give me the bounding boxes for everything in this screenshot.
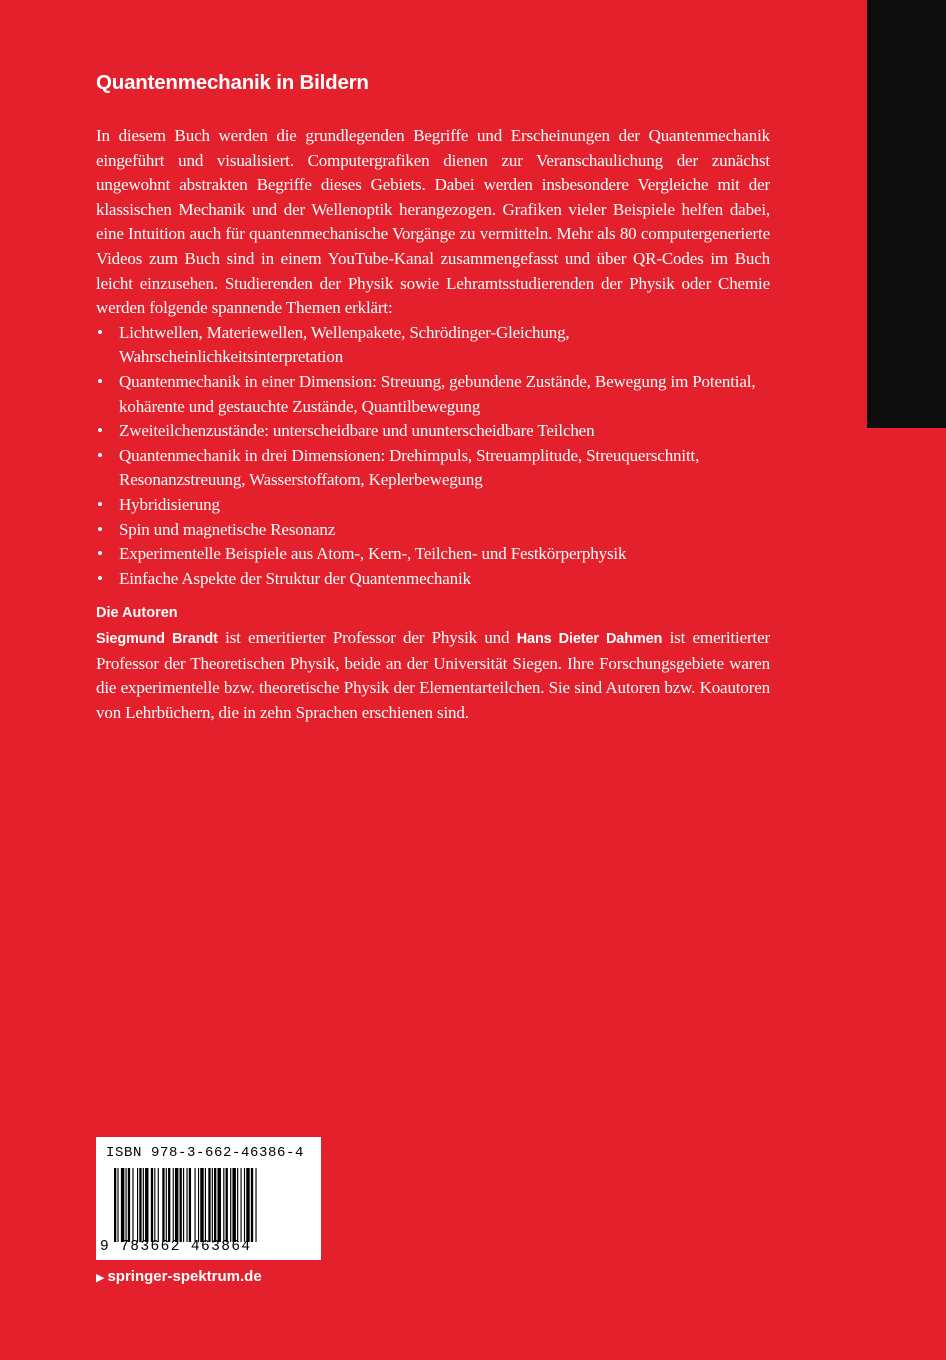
list-item: • Quantenmechanik in drei Dimensionen: Drehimpuls, Streuamplitude, Streuquerschnitt, Resonanzstreuung, Wasserstoffatom, Keplerbewegung bbox=[96, 444, 770, 493]
barcode-bar bbox=[151, 1168, 153, 1242]
list-item: • Zweiteilchenzustände: unterscheidbare und ununterscheidbare Teilchen bbox=[96, 419, 770, 444]
authors-paragraph bbox=[96, 626, 770, 725]
author-text-1: ist emeritierter Professor der Physik und bbox=[217, 628, 517, 648]
barcode-bar bbox=[218, 1168, 221, 1242]
barcode-bar bbox=[162, 1168, 164, 1242]
barcode-bar bbox=[168, 1168, 170, 1242]
topics-list bbox=[96, 321, 770, 592]
barcode-bar bbox=[214, 1168, 216, 1242]
isbn-barcode bbox=[96, 1137, 321, 1260]
barcode-bar bbox=[117, 1168, 118, 1242]
arrow-icon: ▶ bbox=[96, 1272, 105, 1284]
barcode-bar bbox=[232, 1168, 235, 1242]
back-cover-text bbox=[96, 70, 770, 726]
barcode-bar bbox=[121, 1168, 124, 1242]
barcode-bar bbox=[205, 1168, 206, 1242]
barcode-bar bbox=[246, 1168, 249, 1242]
barcode-bar bbox=[175, 1168, 178, 1242]
barcode-bar bbox=[208, 1168, 210, 1242]
authors-heading: Die Autoren bbox=[96, 605, 178, 622]
barcode-bar bbox=[255, 1168, 256, 1242]
barcode-bar bbox=[226, 1168, 228, 1242]
list-item: • Einfache Aspekte der Struktur der Quantenmechanik bbox=[96, 567, 770, 592]
barcode-bar bbox=[132, 1168, 133, 1242]
barcode-bar bbox=[189, 1168, 191, 1242]
barcode-bar bbox=[173, 1168, 174, 1242]
barcode-bar bbox=[158, 1168, 159, 1242]
barcode-bar bbox=[180, 1168, 182, 1242]
list-item: • Hybridisierung bbox=[96, 493, 770, 518]
list-item: • Spin und magnetische Resonanz bbox=[96, 518, 770, 543]
barcode-bar bbox=[126, 1168, 127, 1242]
barcode-bar bbox=[154, 1168, 155, 1242]
barcode-bar bbox=[137, 1168, 138, 1242]
barcode-bar bbox=[241, 1168, 242, 1242]
barcode-bar bbox=[230, 1168, 231, 1242]
intro-paragraph: In diesem Buch werden die grundlegenden Begriffe und Erscheinungen der Quantenmechanik eingeführt und visualisiert. Computergrafiken dienen zur Veranschaulichung der zunächst ungewohnt abstrakten Begriffe dieses Gebiets. Dabei werden insbesondere Vergleiche mit der klassischen Mechanik und der Wellenoptik herangezogen. Grafiken vieler Beispiele helfen dabei, eine Intuition auch für quantenmechanische Vorgänge zu vermitteln. Mehr als 80 computergenerierte Videos zum Buch sind in einem YouTube-Kanal zusammengefasst und über QR-Codes im Buch leicht einzusehen. Studierenden der Physik sowie Lehramtsstudierenden der Physik oder Chemie werden folgende spannende Themen erklärt: bbox=[96, 126, 770, 318]
barcode-bars bbox=[114, 1168, 312, 1242]
barcode-bar bbox=[244, 1168, 245, 1242]
barcode-bar bbox=[183, 1168, 184, 1242]
list-item: • Experimentelle Beispiele aus Atom-, Kern-, Teilchen- und Festkörperphysik bbox=[96, 542, 770, 567]
barcode-bar bbox=[198, 1168, 199, 1242]
book-title: Quantenmechanik in Bildern bbox=[96, 71, 369, 94]
author-text-2: ist emeritierter Professor der Theoretischen Physik, beide an der Universität Siegen. Ihre Forschungsgebiete waren die experimentelle bzw. theoretische Physik der Elementarteilchen. Sie sind Autoren bzw. Koautoren von Lehrbüchern, die in zehn Sprachen erschienen sind. bbox=[96, 628, 770, 723]
author-name-brandt: Siegmund Brandt bbox=[96, 631, 218, 648]
barcode-bar bbox=[114, 1168, 116, 1242]
barcode-bar bbox=[128, 1168, 130, 1242]
publisher-link[interactable] bbox=[96, 1268, 262, 1285]
barcode-bar bbox=[166, 1168, 167, 1242]
barcode-bar bbox=[251, 1168, 253, 1242]
list-item: • Quantenmechanik in einer Dimension: Streuung, gebundene Zustände, Bewegung im Potential, kohärente und gestauchte Zustände, Quantilbewegung bbox=[96, 370, 770, 419]
barcode-bar bbox=[143, 1168, 144, 1242]
barcode-bar bbox=[145, 1168, 148, 1242]
barcode-bar bbox=[212, 1168, 213, 1242]
spine-color-tab bbox=[867, 0, 946, 428]
barcode-bar bbox=[200, 1168, 203, 1242]
barcode-bar bbox=[186, 1168, 187, 1242]
barcode-bar bbox=[237, 1168, 238, 1242]
barcode-bar bbox=[139, 1168, 141, 1242]
ean-digits: 9 783662 463864 bbox=[100, 1239, 252, 1255]
publisher-url: springer-spektrum.de bbox=[107, 1268, 262, 1285]
barcode-bar bbox=[195, 1168, 196, 1242]
author-name-dahmen: Hans Dieter Dahmen bbox=[516, 631, 663, 648]
isbn-label: ISBN 978-3-662-46386-4 bbox=[106, 1145, 305, 1161]
list-item: • Lichtwellen, Materiewellen, Wellenpakete, Schrödinger-Gleichung, Wahrscheinlichkeitsinterpretation bbox=[96, 321, 770, 370]
barcode-bar bbox=[223, 1168, 224, 1242]
